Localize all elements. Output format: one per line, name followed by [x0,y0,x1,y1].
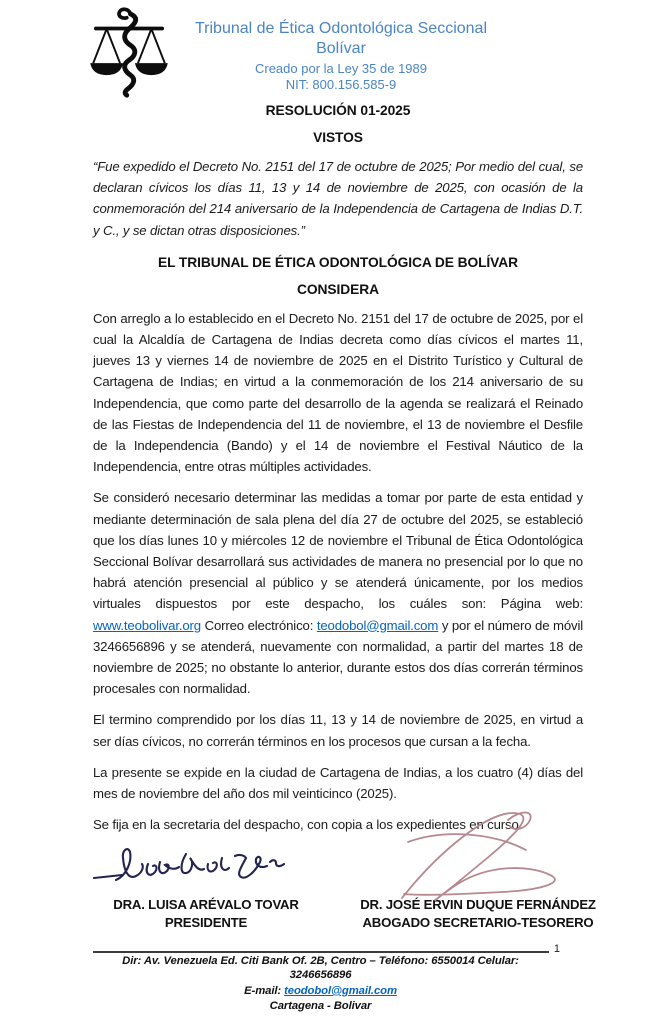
posting-paragraph: Se fija en la secretaria del despacho, con copia a los expedientes en curso. [93,817,523,833]
footer-rule-row [0,944,670,953]
footer-rule [93,951,549,953]
email-label: E-mail: [244,984,285,997]
tribunal-heading: EL TRIBUNAL DE ÉTICA ODONTOLÓGICA DE BOLÍVAR [158,254,518,270]
resolution-quote: “Fue expedido el Decreto No. 2151 del 17 de octubre de 2025; Por medio del cual, se declaran cívicos los días 11, 13 y 14 de noviembre de 2025, con ocasión de la conmemoración del 214 aniversario de la Independencia de Cartagena de Indias D.T. y C., y se dictan otras disposiciones.” [93,159,583,238]
page-footer [0,944,670,1014]
org-nit: NIT: 800.156.585-9 [285,77,397,92]
issuance-paragraph: La presente se expide en la ciudad de Cartagena de Indias, a los cuatro (4) días del mes de noviembre del año dos mil veinticinco (2025). [93,764,583,802]
email-link[interactable]: teodobol@gmail.com [316,617,439,633]
president-signature-block [92,822,320,931]
considera-heading: CONSIDERA [297,281,379,297]
president-role: PRESIDENTE [164,914,248,930]
footer-location: Cartagena - Bolivar [269,1000,372,1013]
paragraph-text: Correo electrónico: [200,617,317,633]
tribunal-logo-icon [88,6,172,98]
virtual-service-paragraph [93,487,583,699]
paragraph-text: y por el número de móvil 3246656896 y se atenderá, nuevamente con normalidad, a partir del martes 18 de noviembre de 2025; no obstante lo anterior, durante estos dos días correrán términos procesales con normalidad. [93,617,584,697]
letterhead [0,0,670,98]
president-name: DRA. LUISA ARÉVALO TOVAR [113,897,299,912]
secretary-role: ABOGADO SECRETARIO-TESORERO [362,914,594,930]
vistos-heading: VISTOS [313,130,363,145]
footer-email-link[interactable]: teodobol@gmail.com [284,984,397,997]
letterhead-text [172,6,510,93]
secretary-signature-block [348,822,608,931]
considerations-paragraph-1: Con arreglo a lo establecido en el Decreto No. 2151 del 17 de octubre de 2025, por el cual la Alcaldía de Cartagena de Indias decreta como días cívicos el martes 11, jueves 13 y viernes 14 de noviembre de 2025 en el Distrito Turístico y Cultural de Cartagena de Indias; en virtud a la conmemoración de los 214 aniversario de su Independencia, que como parte del desarrollo de la agenda se realizará el Reinado de las Fiestas de Independencia del 11 de noviembre, el 13 de noviembre el Desfile de la Independencia (Bando) y el 14 de noviembre el Festival Náutico de la Independencia, entre otras múltiples actividades. [93,310,583,475]
terms-paragraph: El termino comprendido por los días 11, 13 y 14 de noviembre de 2025, en virtud a ser días cívicos, no correrán términos en los procesos que cursan a la fecha. [93,712,583,749]
document-body [0,102,670,835]
footer-lines [93,954,548,1014]
president-signature-image [92,822,320,896]
footer-address: Dir: Av. Venezuela Ed. Citi Bank Of. 2B, Centro – Teléfono: 6550014 Celular: 3246656896 [122,954,519,982]
secretary-signature-image [348,822,608,896]
secretary-name: DR. JOSÉ ERVIN DUQUE FERNÁNDEZ [360,897,596,912]
paragraph-text: Se consideró necesario determinar las medidas a tomar por parte de esta entidad y mediante determinación de sala plena del día 27 de octubre del 2025, se estableció que los días lunes 10 y miércoles 12 de noviembre el Tribunal de Ética Odontológica Seccional Bolívar desarrollará sus actividades de manera no presencial por lo que no habrá atención presencial al público y se atenderá únicamente, por los medios virtuales dispuestos por este despacho, los cuáles son: Página web: [93,490,583,612]
website-link[interactable]: www.teobolivar.org [93,617,201,633]
org-subtitle: Creado por la Ley 35 de 1989 [254,61,427,76]
signature-section [92,822,608,931]
org-title: Tribunal de Ética Odontológica Seccional Bolívar [194,20,488,57]
page-number: 1 [553,942,560,955]
footer-email-line [93,984,548,999]
resolution-title: RESOLUCIÓN 01-2025 [265,103,411,118]
